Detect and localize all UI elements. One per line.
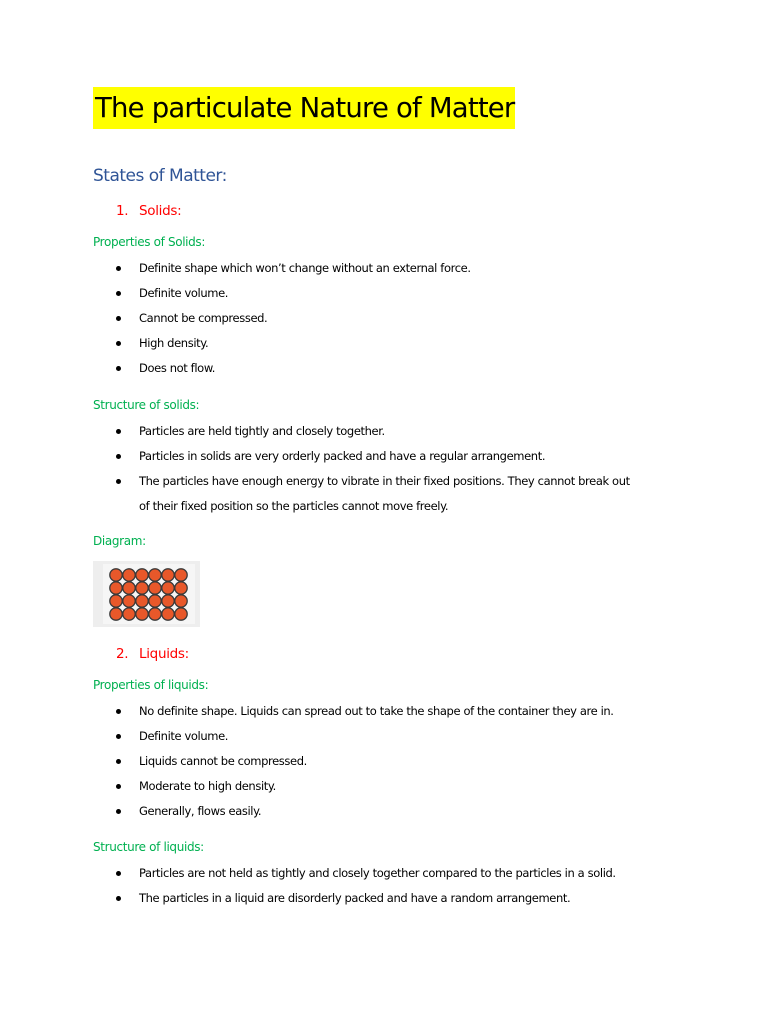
particle [162,582,174,594]
list-item: Generally, flows easily. [114,799,614,824]
bullet-icon [116,341,121,346]
particle [149,582,161,594]
list-item: The particles have enough energy to vibrate in their fixed positions. They cannot break out [114,469,630,494]
bullet-icon [116,709,121,714]
list-item: The particles in a liquid are disorderly packed and have a random arrangement. [114,886,616,911]
bullet-icon [116,266,121,271]
bullet-icon [116,316,121,321]
list-item-continuation: of their fixed position so the particles cannot move freely. [139,499,449,513]
solids-heading-text: Solids: [139,203,182,219]
list-item: Cannot be compressed. [114,306,471,331]
list-item: High density. [114,331,471,356]
particle [149,595,161,607]
list-item: Liquids cannot be compressed. [114,749,614,774]
solid-particles-diagram [93,561,200,627]
bullet-icon [116,896,121,901]
particle [175,608,187,620]
bullet-icon [116,366,121,371]
liquids-properties-list [114,699,614,824]
liquids-number: 2. [116,646,129,662]
particle [162,608,174,620]
list-item: Definite volume. [114,724,614,749]
list-item: Particles are not held as tightly and closely together compared to the particles in a solid. [114,861,616,886]
particle [123,569,135,581]
particle [175,595,187,607]
liquids-structure-list [114,861,616,911]
particle [175,569,187,581]
section-subtitle: States of Matter: [93,166,227,186]
liquids-heading-text: Liquids: [139,646,189,662]
particle [110,608,122,620]
diagram-heading: Diagram: [93,534,146,548]
particle-grid-image [93,561,200,627]
particle [149,569,161,581]
bullet-icon [116,784,121,789]
bullet-icon [116,454,121,459]
liquids-heading [116,644,236,664]
particle [175,582,187,594]
list-item: Does not flow. [114,356,471,381]
bullet-icon [116,759,121,764]
solids-properties-list [114,256,471,381]
solids-structure-heading: Structure of solids: [93,398,200,412]
solids-properties-heading: Properties of Solids: [93,235,206,249]
particle [110,582,122,594]
bullet-icon [116,809,121,814]
particle [136,569,148,581]
bullet-icon [116,479,121,484]
list-item: Particles in solids are very orderly packed and have a regular arrangement. [114,444,630,469]
liquids-structure-heading: Structure of liquids: [93,840,204,854]
list-item: No definite shape. Liquids can spread out to take the shape of the container they are in. [114,699,614,724]
bullet-icon [116,734,121,739]
solids-structure-list [114,419,630,519]
list-item: Definite shape which won’t change without an external force. [114,256,471,281]
bullet-icon [116,871,121,876]
list-item: Particles are held tightly and closely together. [114,419,630,444]
particle [110,569,122,581]
particle [149,608,161,620]
page-title: The particulate Nature of Matter [93,87,515,129]
list-item: Definite volume. [114,281,471,306]
particle [123,582,135,594]
solids-heading [116,201,236,221]
particle [123,595,135,607]
particle [123,608,135,620]
particle [110,595,122,607]
particle [162,569,174,581]
liquids-properties-heading: Properties of liquids: [93,678,209,692]
bullet-icon [116,291,121,296]
particle [136,595,148,607]
particle [162,595,174,607]
list-item: Moderate to high density. [114,774,614,799]
bullet-icon [116,429,121,434]
particle [136,582,148,594]
particle [136,608,148,620]
solids-number: 1. [116,203,129,219]
